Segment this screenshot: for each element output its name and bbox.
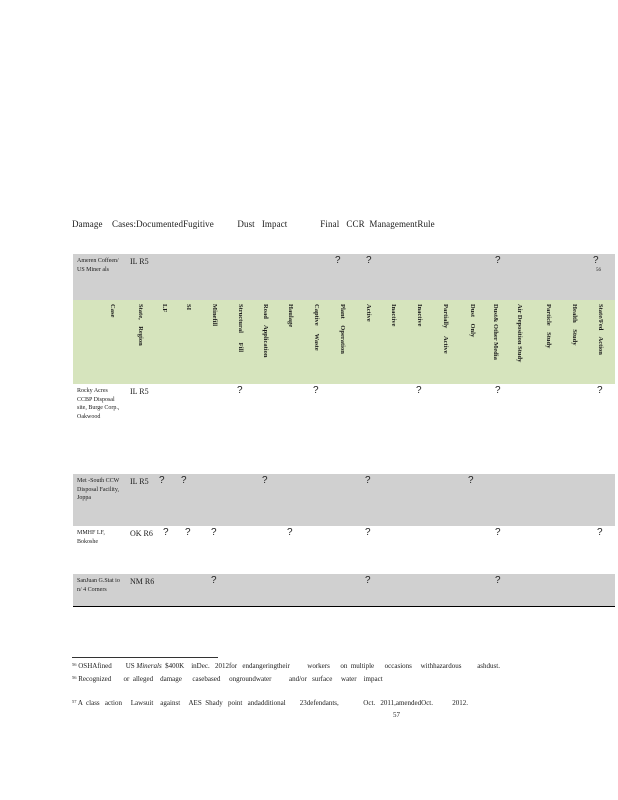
damage-cases-table [73, 254, 615, 607]
footnote-reference: 56 [596, 268, 601, 273]
question-mark-icon: ? [159, 475, 165, 486]
question-mark-icon: ? [211, 575, 217, 586]
question-mark-icon: ? [237, 385, 243, 396]
question-mark-icon: ? [181, 475, 187, 486]
header-health-study: Health Study [571, 304, 578, 346]
site-name: Rocky Acres CCBP Disposal site, Burge Corp., Oakwood [77, 388, 120, 420]
site-name: MMHF LF, Bokoshe [77, 530, 105, 545]
footnote-text: OSHAfined US [78, 662, 135, 670]
table-row-ameren [73, 254, 615, 300]
table-bottom-rule [73, 606, 615, 607]
header-structural-fill: Structural Fill [237, 304, 244, 353]
site-name: Ameren Coffeen/ US Miner als [77, 258, 119, 273]
footnote-text: Recognized or alleged damage casebased ongroundwater and/or surface water impact [78, 675, 383, 683]
header-air-deposition-study: Air Deposition Study [516, 304, 523, 363]
footnote-number: 56 [72, 662, 77, 667]
state-region: IL R5 [130, 257, 149, 266]
header-plant-operation: Plant Operation [339, 304, 346, 354]
table-row-rocky-acres [73, 384, 615, 474]
site-name: Met -South CCW Disposal Facility, Joppa [77, 478, 120, 501]
question-mark-icon: ? [335, 255, 341, 266]
header-haulage: Haulage [287, 304, 294, 328]
footnote-text: A class action Lawsuit against AES Shady point andadditional 23defendants, Oct. 2011,amendedOct. 2012. [77, 699, 469, 707]
header-case: Case [109, 304, 116, 318]
table-row-met-south [73, 474, 615, 526]
row-spacer [73, 564, 615, 574]
table-header-row [73, 300, 615, 384]
question-mark-icon: ? [163, 527, 169, 538]
state-region: IL R5 [130, 387, 149, 396]
question-mark-icon: ? [365, 527, 371, 538]
state-region: OK R6 [130, 529, 153, 538]
question-mark-icon: ? [287, 527, 293, 538]
header-minefill: Minefill [211, 304, 218, 327]
header-si: SI [185, 304, 192, 311]
state-region: IL R5 [130, 477, 149, 486]
header-inactive-2: Inactive [416, 304, 423, 327]
question-mark-icon: ? [211, 527, 217, 538]
question-mark-icon: ? [185, 527, 191, 538]
table-title: Damage Cases:DocumentedFugitive Dust Impact Final CCR ManagementRule [72, 219, 435, 229]
header-road-application: Road Application [262, 304, 269, 358]
header-captive-waste: Captive Waste [313, 304, 320, 351]
footnote-italic-text: Minerals [136, 662, 162, 670]
header-inactive-1: Inactive [390, 304, 397, 327]
question-mark-icon: ? [313, 385, 319, 396]
question-mark-icon: ? [416, 385, 422, 396]
header-state-region: State, Region [137, 304, 144, 346]
question-mark-icon: ? [495, 575, 501, 586]
question-mark-icon: ? [366, 255, 372, 266]
footnote-text: $400K inDec. 2012for endangeringtheir workers on multiple occasions withhazardous ashdust. [161, 662, 500, 670]
question-mark-icon: ? [597, 527, 603, 538]
header-partially-active: Partially Active [442, 304, 449, 354]
footnote-57-continuation: 57 [393, 711, 400, 719]
site-name: SanJuan G.Stat io n/ 4 Corners [77, 578, 120, 593]
header-state-fed-action: State/Fed Action [597, 304, 604, 355]
question-mark-icon: ? [593, 255, 599, 266]
footnote-56 [72, 662, 500, 670]
header-lf: LF [161, 304, 168, 313]
footnote-divider [72, 657, 218, 658]
footnote-57 [72, 699, 468, 707]
header-particle-study: Particle Study [545, 304, 552, 349]
header-dust-other-media: Dust& Other Media [492, 304, 499, 360]
question-mark-icon: ? [495, 527, 501, 538]
question-mark-icon: ? [495, 385, 501, 396]
question-mark-icon: ? [597, 385, 603, 396]
footnote-number: 56 [72, 675, 77, 680]
question-mark-icon: ? [262, 475, 268, 486]
header-dust-only: Dust Only [469, 304, 476, 338]
table-row-san-juan [73, 574, 615, 606]
footnote-56b [72, 675, 383, 683]
header-active: Active [365, 304, 372, 322]
question-mark-icon: ? [468, 475, 474, 486]
footnote-number: 57 [72, 699, 77, 704]
question-mark-icon: ? [365, 575, 371, 586]
table-row-mmhf [73, 526, 615, 564]
state-region: NM R6 [130, 577, 155, 586]
question-mark-icon: ? [365, 475, 371, 486]
question-mark-icon: ? [495, 255, 501, 266]
